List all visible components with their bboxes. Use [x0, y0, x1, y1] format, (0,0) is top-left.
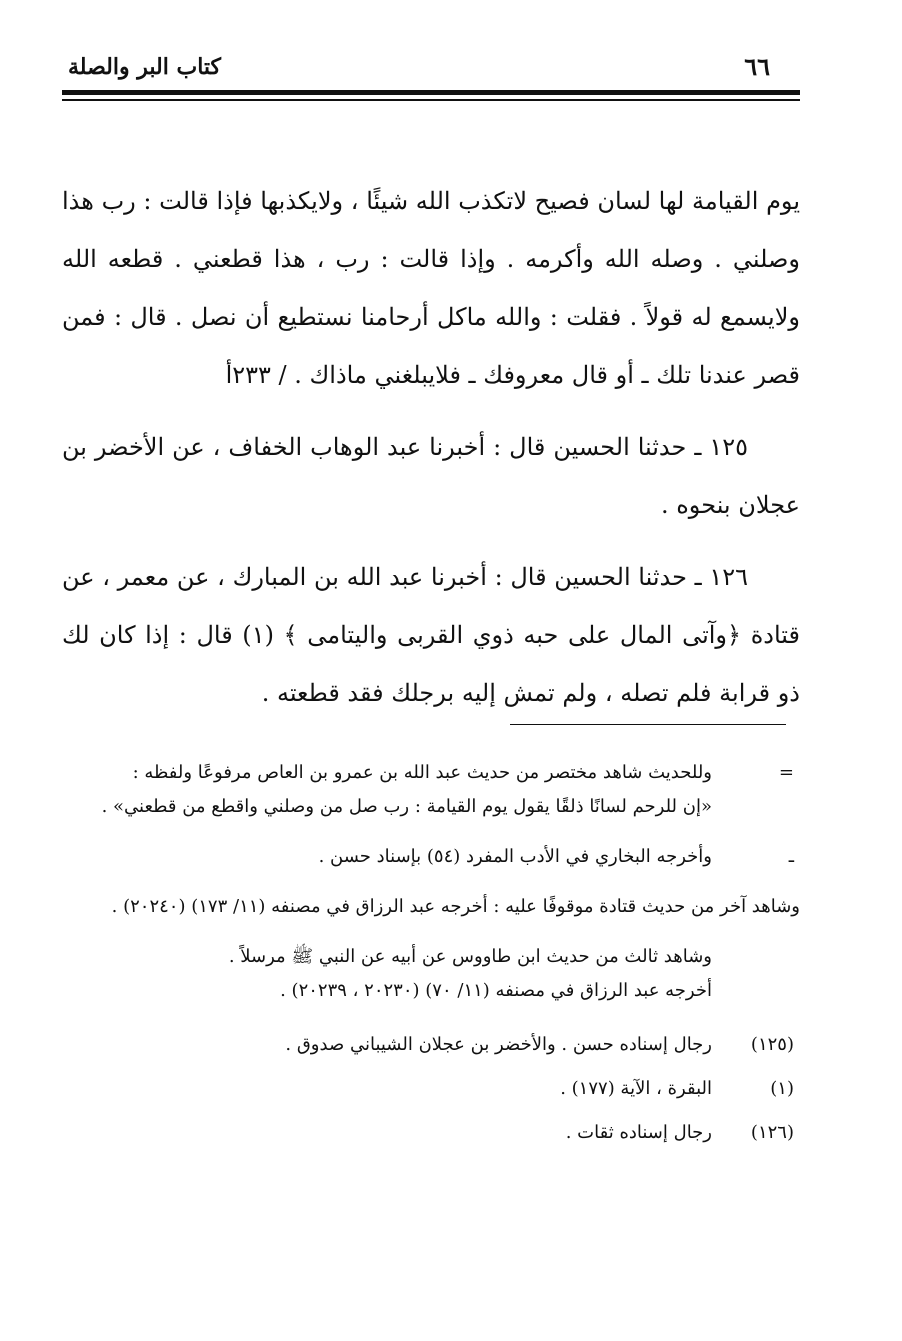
footnote-dash-item: [62, 840, 800, 884]
footnote-separator: [510, 724, 786, 725]
footnote-text: [62, 840, 712, 884]
footnote-item-1: [62, 1072, 800, 1106]
footnote-text: [62, 890, 800, 934]
header-rule-thick: [62, 90, 800, 95]
footnote-text: [62, 756, 712, 834]
main-text: [62, 172, 800, 736]
footnote-marker: =: [778, 762, 794, 783]
hadith-126: ١٢٦ ـ حدثنا الحسين قال : أخبرنا عبد الله بن المبارك ، عن معمر ، عن قتادة ﴿وآتى المال على حبه ذوي القربى واليتامى ﴾ (١) قال : إذا كان لك ذو قرابة فلم تصله ، ولم تمش إليه برجلك فقد قطعته .: [62, 563, 800, 707]
footnote-line: وأخرجه البخاري في الأدب المفرد (٥٤) بإسناد حسن .: [318, 846, 712, 867]
footnote-text: [62, 940, 712, 1018]
footnote-item-126: [62, 1116, 800, 1150]
footnote-marker: (١٢٦): [750, 1122, 794, 1143]
footnote-marker: (١٢٥): [750, 1034, 794, 1055]
main-paragraph-1: يوم القيامة لها لسان فصيح لاتكذب الله شيئًا ، ولايكذبها فإذا قالت : رب هذا وصلني . وصله الله وأكرمه . وإذا قالت : رب ، هذا قطعني . قطعه الله ولايسمع له قولاً . فقلت : والله ماكل أرحامنا نستطيع أن نصل . قال : فمن قصر عندنا تلك ـ أو قال معروفك ـ فلايبلغني ماذاك . / ٢٣٣أ: [62, 187, 801, 389]
book-title: كتاب البر والصلة: [68, 54, 222, 80]
footnote-text: رجال إسناده ثقات .: [565, 1122, 712, 1143]
header-rule-thin: [62, 99, 800, 101]
footnote-item-125: [62, 1028, 800, 1062]
footnote-text: البقرة ، الآية (١٧٧) .: [560, 1078, 712, 1099]
footnote-continuation: [62, 756, 800, 834]
footnote-line: «إن للرحم لسانًا ذلقًا يقول يوم القيامة : رب صل من وصلني واقطع من قطعني» .: [101, 796, 712, 817]
footnote-line: وشاهد ثالث من حديث ابن طاووس عن أبيه عن النبي ﷺ مرسلاً .: [228, 946, 712, 967]
footnote-line: أخرجه عبد الرزاق في مصنفه (١١/ ٧٠) (٢٠٢٣٠ ، ٢٠٢٣٩) .: [280, 980, 712, 1001]
footnote-marker: ـ: [788, 846, 794, 867]
footnote-witness-3: [62, 940, 800, 1018]
footnote-text: رجال إسناده حسن . والأخضر بن عجلان الشيباني صدوق .: [285, 1034, 712, 1055]
footnotes: [62, 756, 800, 1160]
page-header: [62, 52, 800, 86]
footnote-witness-block: [62, 890, 800, 934]
footnote-line: وشاهد آخر من حديث قتادة موقوفًا عليه : أخرجه عبد الرزاق في مصنفه (١١/ ١٧٣) (٢٠٢٤٠) .: [111, 896, 800, 917]
page-number: ٦٦: [744, 52, 770, 81]
footnote-marker-blank: [712, 940, 800, 1018]
footnote-line: وللحديث شاهد مختصر من حديث عبد الله بن عمرو بن العاص مرفوعًا ولفظه :: [132, 762, 712, 783]
footnote-marker: (١): [770, 1078, 794, 1099]
hadith-125: ١٢٥ ـ حدثنا الحسين قال : أخبرنا عبد الوهاب الخفاف ، عن الأخضر بن عجلان بنحوه .: [62, 433, 800, 519]
